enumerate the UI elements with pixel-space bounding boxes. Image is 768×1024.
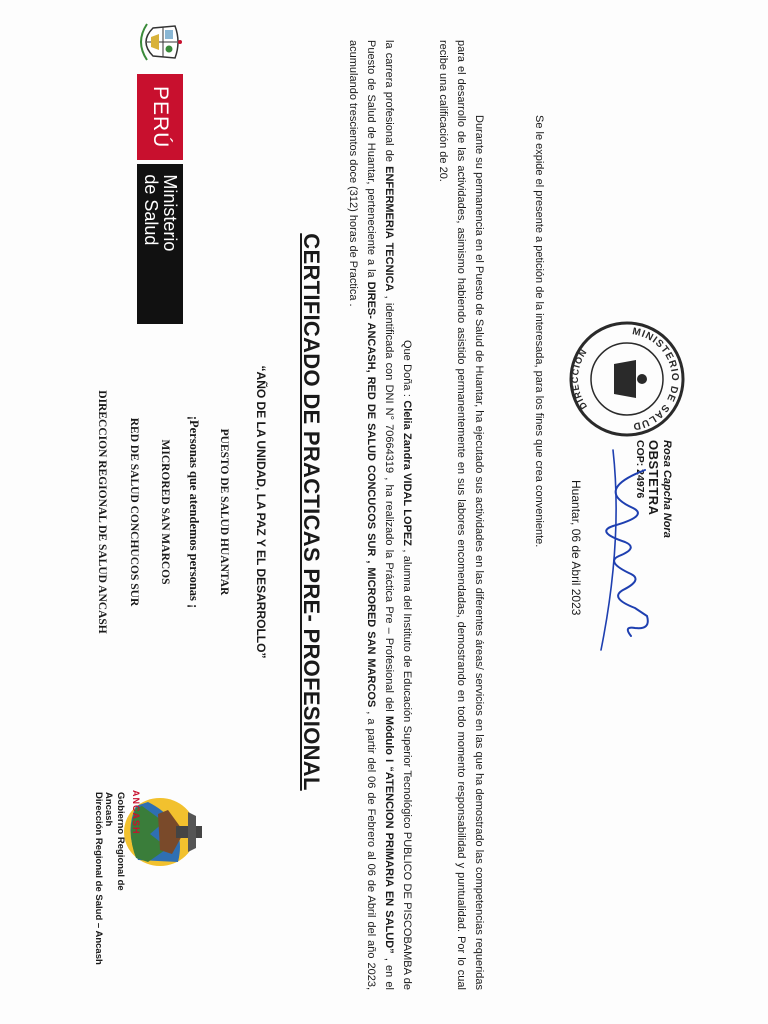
signer-role: OBSTETRA (646, 440, 661, 516)
career-name: ENFERMERIA TECNICA (383, 166, 395, 292)
header-slogan: ¡Personas que atendemos personas ¡ (187, 415, 201, 609)
svg-text:DIRECCION (570, 347, 589, 411)
ministerio-line2: de Salud (141, 174, 161, 246)
ministerio-line1: Ministerio (160, 174, 180, 252)
peru-label: PERÚ (137, 74, 183, 160)
certificate-title: CERTIFICADO DE PRACTICAS PRE- PROFESIONAL (299, 233, 324, 791)
p1-lead: Que Doña : (401, 340, 413, 401)
header-line2: RED DE SALUD CONCHUCOS SUR (128, 417, 140, 607)
header-line3: MICRORED SAN MARCOS (159, 439, 171, 585)
p1-text-b: , alumna del Instituto de Educación Superior Tecnológico PUBLICO DE PISCOBAMBA de la carrera profesional de (383, 40, 413, 990)
signer-cop: COP: 24976 (634, 440, 646, 499)
signer-name: Rosa Capcha Nora (661, 440, 673, 538)
ancash-word: ANCASH (131, 790, 141, 835)
place-date: Huantar, 06 de Abril 2023 (569, 480, 583, 616)
header-line5: PUESTO DE SALUD HUANTAR (218, 428, 230, 596)
stamp-bottom-text: DIRECCION (569, 346, 590, 412)
gov-line2: Dirección Regional de Salud – Ancash (93, 792, 104, 965)
handwritten-signature-icon (583, 430, 653, 660)
p1-text-d: , en el Puesto de Salud de Huantar, perteneciente a la (365, 40, 395, 990)
official-stamp-icon (568, 320, 686, 438)
stamp-top-text: MINISTERIO DE SALUD (631, 326, 681, 432)
header-line1: DIRECCION REGIONAL DE SALUD ANCASH (96, 390, 108, 634)
p1-text-e: , a partir del 06 de Febrero al 06 de Abril del año 2023, acumulando trescientos doce (312) horas de Practica . (347, 40, 377, 990)
gov-line1: Gobierno Regional de Ancash (103, 792, 126, 891)
organization-name: DIRES- ANCASH, RED DE SALUD CONCUCOS SUR , MICRORED SAN MARCOS (365, 281, 377, 708)
module-name: Módulo I “ATENCION PRIMARIA EN SALUD” (383, 715, 395, 954)
paragraph-3: Se le expide el presente a petición de la interesada, para los fines que crea conveniente. (533, 115, 545, 548)
paragraph-2: Durante su permanencia en el Puesto de Salud de Huantar, ha ejecutado sus actividades en las diferentes áreas/ servicios en las que ha demostrado las competencias requeridas para el desarrollo de las actividades, asimismo habiendo asistido permanentemente en sus labores encomendadas, demostrando en todo momento responsabilidad y puntualidad. Por lo cual recibe una calificación de 20. (437, 40, 485, 990)
paragraph-1 (344, 40, 416, 990)
student-name: Clelia Zandra VIDAL LOPEZ (401, 400, 413, 546)
year-motto: “AÑO DE LA UNIDAD, LA PAZ Y EL DESARROLLO” (254, 365, 268, 659)
p1-text-c: , identificada con DNI N° 70664319 , ha realizado la Práctica Pre – Profesional del (383, 291, 395, 716)
